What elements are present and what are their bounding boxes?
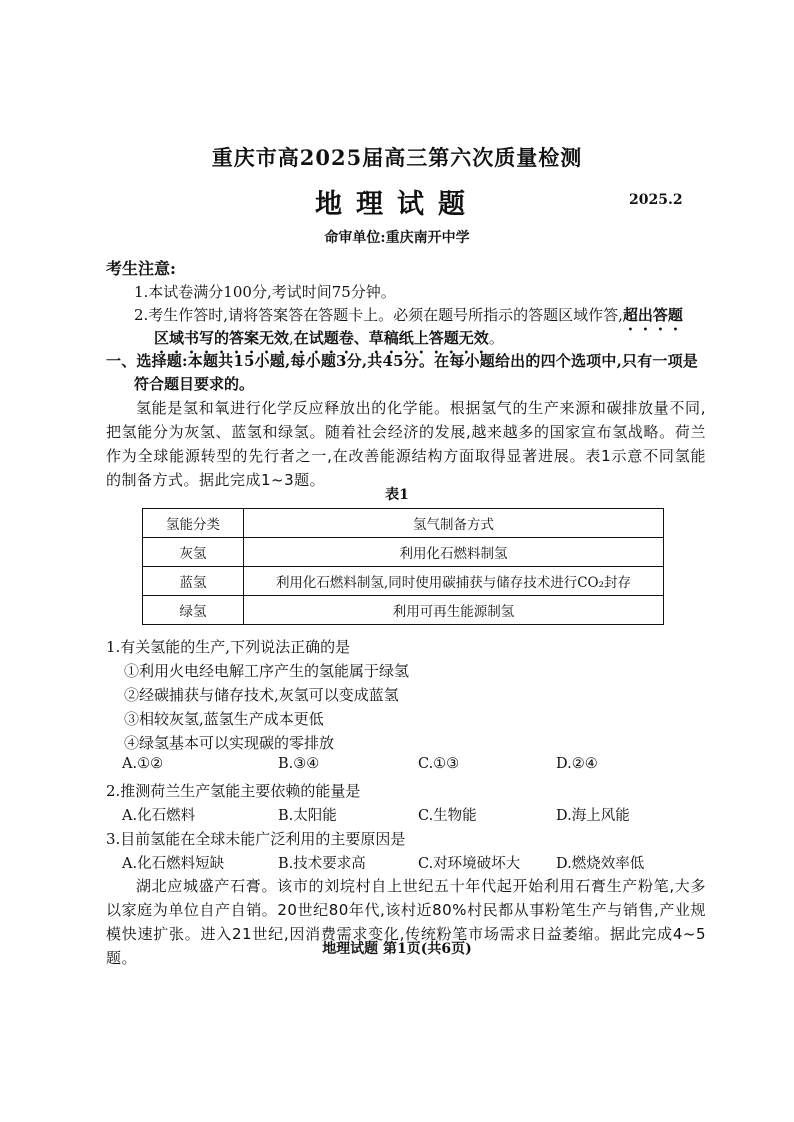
question-3-option-a[interactable]: A.化石燃料短缺 (122, 856, 225, 872)
section-heading: 一、选择题:本题共15小题,每小题3分,共45分。在每小题给出的四个选项中,只有一项是 (106, 352, 698, 370)
table-cell: 利用化石燃料制氢,同时使用碳捕获与储存技术进行CO₂封存 (244, 567, 664, 596)
question-1-option-b[interactable]: B.③④ (278, 756, 320, 772)
question-2-option-c[interactable]: C.生物能 (418, 808, 477, 824)
question-2-stem: 2.推测荷兰生产氢能主要依赖的能量是 (106, 782, 361, 800)
table-header-cell: 氢气制备方式 (244, 509, 664, 538)
table-row (143, 567, 664, 596)
hydrogen-table (142, 508, 664, 625)
question-1-statement: ①利用火电经电解工序产生的氢能属于绿氢 (124, 662, 410, 680)
exam-title: 重庆市高2025届高三第六次质量检测 (211, 145, 583, 170)
notice-sep: , (289, 329, 294, 347)
notice-item-2-text: 2.考生作答时,请将答案答在答题卡上。必须在题号所指示的答题区域作答, (134, 306, 623, 324)
question-1-statement: ②经碳捕获与储存技术,灰氢可以变成蓝氢 (124, 686, 399, 704)
section-heading-cont: 符合题目要求的。 (134, 375, 255, 393)
table-caption: 表1 (385, 487, 409, 503)
setter-unit: 命审单位:重庆南开中学 (324, 230, 470, 246)
question-1-option-d[interactable]: D.②④ (556, 756, 598, 772)
exam-date: 2025.2 (629, 192, 683, 208)
notice-item-2-emphasis: 超出答题 (622, 306, 683, 324)
table-row (143, 538, 664, 567)
question-3-option-d[interactable]: D.燃烧效率低 (556, 856, 645, 872)
question-1-option-c[interactable]: C.①③ (418, 756, 460, 772)
table-header-cell: 氢能分类 (143, 509, 244, 538)
table-cell: 利用可再生能源制氢 (244, 596, 664, 625)
question-2-option-a[interactable]: A.化石燃料 (122, 808, 196, 824)
passage-hydrogen: 氢能是氢和氧进行化学反应释放出的化学能。根据氢气的生产来源和碳排放量不同,把氢能分为灰氢、蓝氢和绿氢。随着社会经济的发展,越来越多的国家宣布氢战略。荷兰作为全球能源转型的先行者之一,在改善能源结构方面取得显著进展。表1示意不同氢能的制备方式。据此完成1~3题。 (106, 399, 706, 489)
question-1-stem: 1.有关氢能的生产,下列说法正确的是 (106, 638, 351, 656)
table-cell: 蓝氢 (143, 567, 244, 596)
passage-chalk: 湖北应城盛产石膏。该市的刘垸村自上世纪五十年代起开始利用石膏生产粉笔,大多以家庭为单位自产自销。20世纪80年代,该村近80%村民都从事粉笔生产与销售,产业规模快速扩张。进入21世纪,因消费需求变化,传统粉笔市场需求日益萎缩。据此完成4~5题。 (106, 877, 706, 967)
table-cell: 绿氢 (143, 596, 244, 625)
question-3-option-b[interactable]: B.技术要求高 (278, 856, 366, 872)
notice-heading: 考生注意: (106, 259, 176, 278)
notice-item-1: 1.本试卷满分100分,考试时间75分钟。 (134, 283, 396, 301)
table-row (143, 596, 664, 625)
notice-emphasis-1: 区域书写的答案无效 (154, 329, 290, 347)
question-3-stem: 3.目前氢能在全球未能广泛利用的主要原因是 (106, 830, 406, 848)
question-2-option-b[interactable]: B.太阳能 (278, 808, 337, 824)
table-cell: 灰氢 (143, 538, 244, 567)
subject-title: 地理试题 (315, 189, 479, 220)
notice-end: 。 (488, 329, 504, 347)
notice-emphasis-2: 在试题卷、草稿纸上答题无效 (293, 329, 489, 347)
table-cell: 利用化石燃料制氢 (244, 538, 664, 567)
question-1-statement: ③相较灰氢,蓝氢生产成本更低 (124, 710, 324, 728)
question-3-option-c[interactable]: C.对环境破坏大 (418, 856, 521, 872)
page-footer: 地理试题 第1页(共6页) (322, 941, 472, 957)
question-2-option-d[interactable]: D.海上风能 (556, 808, 630, 824)
table-header-row (143, 509, 664, 538)
question-1-option-a[interactable]: A.①② (122, 756, 164, 772)
question-1-statement: ④绿氢基本可以实现碳的零排放 (124, 734, 335, 752)
